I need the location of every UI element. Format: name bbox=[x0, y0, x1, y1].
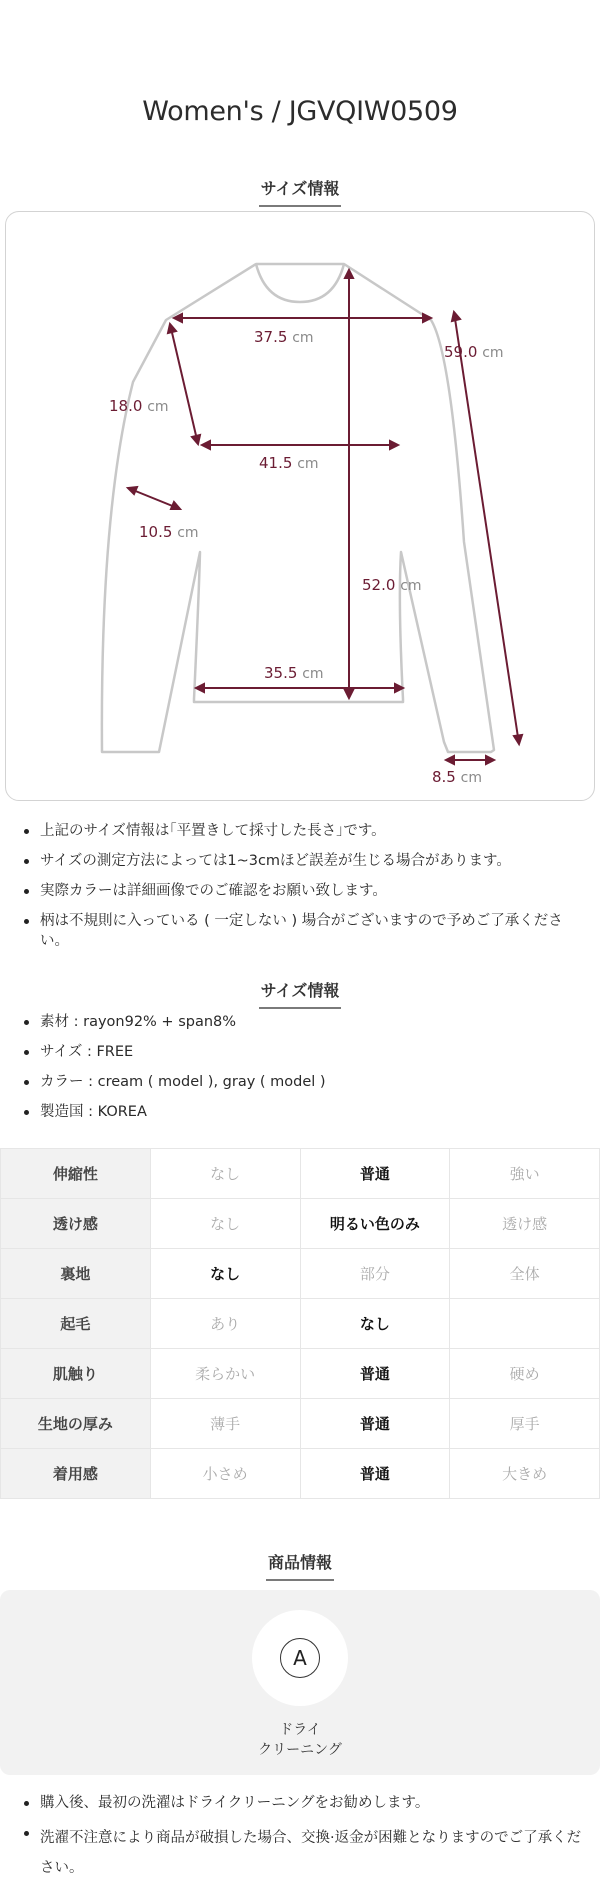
list-item: サイズの測定方法によっては1~3cmほど誤差が生じる場合があります。 bbox=[18, 851, 588, 871]
list-item: 洗濯不注意により商品が破損した場合、交換·返金が困難となりますのでご了承ください。 bbox=[18, 1823, 588, 1883]
sleeve-length-value: 59.0 bbox=[444, 343, 478, 361]
attribute-option: 大きめ bbox=[450, 1449, 600, 1499]
table-row bbox=[1, 1249, 600, 1299]
cuff-unit: cm bbox=[460, 770, 482, 786]
attribute-option-selected: 普通 bbox=[300, 1449, 450, 1499]
list-item: 上記のサイズ情報は｢平置きして採寸した長さ｣です。 bbox=[18, 821, 588, 841]
list-item: 素材 : rayon92% + span8% bbox=[18, 1012, 588, 1032]
attribute-label: 伸縮性 bbox=[1, 1149, 151, 1199]
attribute-option: 強い bbox=[450, 1149, 600, 1199]
size-notes-list bbox=[18, 821, 588, 951]
armhole-value: 18.0 bbox=[109, 397, 143, 415]
care-notes-list bbox=[18, 1793, 588, 1883]
attribute-label: 裏地 bbox=[1, 1249, 151, 1299]
attribute-option: 柔らかい bbox=[150, 1349, 300, 1399]
attribute-option: 薄手 bbox=[150, 1399, 300, 1449]
armhole-unit: cm bbox=[147, 399, 169, 415]
attribute-option: なし bbox=[150, 1149, 300, 1199]
length-value: 52.0 bbox=[362, 576, 396, 594]
sleeve-width-value: 10.5 bbox=[139, 523, 173, 541]
attribute-option-selected: なし bbox=[150, 1249, 300, 1299]
attribute-label: 起毛 bbox=[1, 1299, 151, 1349]
product-info-heading-text: 商品情報 bbox=[266, 1550, 334, 1581]
attribute-option: なし bbox=[150, 1199, 300, 1249]
chest-unit: cm bbox=[297, 456, 319, 472]
attribute-option-selected: 普通 bbox=[300, 1349, 450, 1399]
list-item: 柄は不規則に入っている ( 一定しない ) 場合がございますので予めご了承ください。 bbox=[18, 911, 588, 951]
size-diagram bbox=[5, 211, 595, 801]
table-row bbox=[1, 1149, 600, 1199]
attribute-label: 肌触り bbox=[1, 1349, 151, 1399]
attribute-option-selected: 明るい色のみ bbox=[300, 1199, 450, 1249]
shoulder-unit: cm bbox=[292, 330, 314, 346]
table-row bbox=[1, 1349, 600, 1399]
care-icon-badge bbox=[252, 1610, 348, 1706]
care-label-line1: ドライ bbox=[279, 1722, 321, 1738]
attribute-option: 硬め bbox=[450, 1349, 600, 1399]
list-item: 購入後、最初の洗濯はドライクリーニングをお勧めします。 bbox=[18, 1793, 588, 1813]
attribute-option-selected: 普通 bbox=[300, 1399, 450, 1449]
shoulder-measurement bbox=[254, 328, 314, 346]
care-label bbox=[0, 1720, 600, 1760]
attribute-option: 透け感 bbox=[450, 1199, 600, 1249]
chest-value: 41.5 bbox=[259, 454, 293, 472]
product-title: Women's / JGVQIW0509 bbox=[142, 96, 458, 127]
cuff-value: 8.5 bbox=[432, 768, 456, 786]
length-measurement bbox=[362, 576, 422, 594]
chest-measurement bbox=[259, 454, 319, 472]
attribute-label: 生地の厚み bbox=[1, 1399, 151, 1449]
sleeve-width-measurement bbox=[139, 523, 199, 541]
attribute-option-selected: 普通 bbox=[300, 1149, 450, 1199]
hem-unit: cm bbox=[302, 666, 324, 682]
shoulder-value: 37.5 bbox=[254, 328, 288, 346]
list-item: サイズ : FREE bbox=[18, 1042, 588, 1062]
sleeve-length-unit: cm bbox=[482, 345, 504, 361]
attribute-option bbox=[450, 1299, 600, 1349]
size-info-heading-text: サイズ情報 bbox=[259, 176, 342, 207]
armhole-measurement bbox=[109, 397, 169, 415]
attribute-option: あり bbox=[150, 1299, 300, 1349]
attribute-option: 厚手 bbox=[450, 1399, 600, 1449]
length-unit: cm bbox=[400, 578, 422, 594]
attribute-label: 透け感 bbox=[1, 1199, 151, 1249]
table-row bbox=[1, 1199, 600, 1249]
product-info-heading bbox=[0, 1550, 600, 1581]
table-row bbox=[1, 1399, 600, 1449]
care-instructions-panel bbox=[0, 1590, 600, 1775]
fabric-attributes-table bbox=[0, 1148, 600, 1499]
dry-clean-a-icon: A bbox=[280, 1638, 320, 1678]
garment-outline bbox=[6, 212, 594, 800]
cuff-measurement bbox=[432, 768, 482, 786]
attribute-option: 全体 bbox=[450, 1249, 600, 1299]
spec-heading-text: サイズ情報 bbox=[259, 978, 342, 1009]
attribute-option: 小さめ bbox=[150, 1449, 300, 1499]
spec-heading bbox=[0, 978, 600, 1009]
attribute-label: 着用感 bbox=[1, 1449, 151, 1499]
table-row bbox=[1, 1299, 600, 1349]
attribute-option-selected: なし bbox=[300, 1299, 450, 1349]
sleeve-width-unit: cm bbox=[177, 525, 199, 541]
spec-list bbox=[18, 1012, 588, 1122]
sleeve-length-measurement bbox=[444, 343, 504, 361]
care-label-line2: クリーニング bbox=[258, 1742, 342, 1758]
attribute-option: 部分 bbox=[300, 1249, 450, 1299]
size-info-heading bbox=[0, 176, 600, 207]
list-item: カラー : cream ( model ), gray ( model ) bbox=[18, 1072, 588, 1092]
list-item: 製造国 : KOREA bbox=[18, 1102, 588, 1122]
list-item: 実際カラーは詳細画像でのご確認をお願い致します。 bbox=[18, 881, 588, 901]
table-row bbox=[1, 1449, 600, 1499]
hem-value: 35.5 bbox=[264, 664, 298, 682]
hem-measurement bbox=[264, 664, 324, 682]
